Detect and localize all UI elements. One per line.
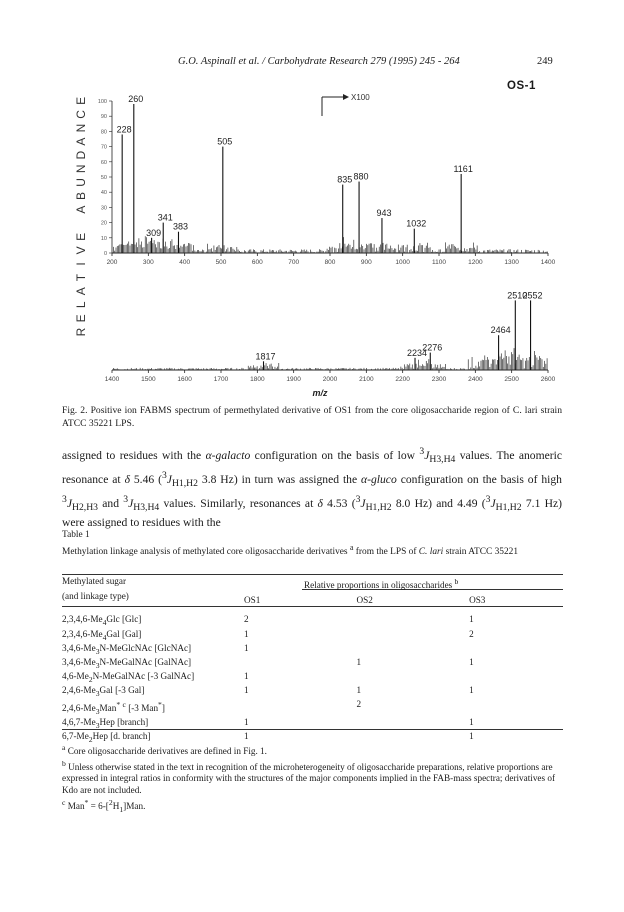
- os1-cell: 1: [244, 642, 249, 653]
- os1-cell: 1: [244, 628, 249, 639]
- table-caption: Methylation linkage analysis of methylated core oligosaccharide derivatives $^a$ from the LPS of C. lari strain ATCC 35221: [62, 542, 519, 557]
- x-tick-label: 1900: [286, 376, 301, 383]
- x-tick-label: 1800: [250, 376, 265, 383]
- peak-label-2510: 2510: [507, 290, 528, 301]
- page-number: 249: [537, 56, 553, 67]
- caption-text: Positive ion FABMS spectrum of permethylated derivative of OS1 from the core oligosaccharide region of C. lari strain ATCC 35221 LPS.: [62, 405, 562, 429]
- x-tick-label: 300: [142, 259, 154, 266]
- y-tick-label: 90: [100, 114, 107, 121]
- y-axis-label-letter: U: [74, 178, 88, 187]
- sugar-column-header: Methylated sugar: [62, 576, 127, 586]
- x-tick-label: 800: [324, 259, 336, 266]
- os2-cell: [352, 671, 465, 685]
- y-tick-label: 80: [100, 129, 107, 136]
- peak-label-2234: 2234: [407, 347, 428, 358]
- y-tick-label: 40: [100, 190, 107, 197]
- x-tick-label: 1200: [468, 259, 483, 266]
- peak-label-943: 943: [376, 208, 392, 219]
- sugar-cell: $3,4,6-Me_3N$-MeGalNAc [GalNAc]: [62, 656, 192, 670]
- peak-label-2464: 2464: [490, 325, 511, 336]
- os3-cell: 1: [469, 730, 474, 741]
- table-row: [62, 671, 563, 685]
- table-footnotes: [62, 742, 562, 815]
- os3-cell: 1: [469, 684, 474, 695]
- x-tick-label: 1400: [104, 376, 120, 383]
- y-axis-label-letter: E: [74, 232, 88, 241]
- os1-cell: 1: [244, 716, 249, 727]
- os2-cell: [352, 717, 465, 731]
- spectrum-panel-lower: [105, 290, 556, 383]
- x-tick-label: 1400: [540, 259, 556, 266]
- x-tick-label: 1300: [504, 259, 519, 266]
- x-tick-label: 2000: [322, 376, 338, 383]
- os2-cell: 1: [356, 684, 362, 695]
- peak-label-2552: 2552: [522, 290, 543, 301]
- x-axis-title: m/z: [312, 388, 328, 398]
- x-tick-label: 2500: [504, 376, 519, 383]
- sugar-cell: $2,3,4,6-Me_4Glc$ [Glc]: [62, 614, 142, 628]
- x-tick-label: 900: [360, 259, 372, 266]
- linkage-column-header: (and linkage type): [62, 591, 129, 602]
- scale-label: X100: [351, 93, 370, 102]
- x-tick-label: 1700: [213, 376, 229, 383]
- os3-cell: 1: [469, 614, 474, 625]
- os3-cell: 1: [469, 716, 474, 727]
- x-tick-label: 500: [215, 259, 227, 266]
- y-axis-label-letter: T: [74, 273, 88, 282]
- y-axis-label-letter: R: [74, 327, 88, 337]
- table-row: [62, 657, 563, 671]
- journal-citation: G.O. Aspinall et al. / Carbohydrate Research 279 (1995) 245 - 264: [178, 56, 460, 67]
- x-tick-label: 2600: [540, 376, 556, 383]
- os1-cell: 1: [244, 684, 249, 695]
- methylation-table: [62, 576, 563, 745]
- y-tick-label: 100: [97, 99, 107, 105]
- os3-cell: 2: [469, 628, 474, 639]
- os3-cell: [464, 671, 563, 685]
- x-tick-label: 1000: [395, 259, 410, 266]
- table-top-rule: [62, 574, 563, 575]
- peak-label-228: 228: [116, 124, 132, 135]
- x-tick-label: 2100: [359, 376, 374, 383]
- peak-label-2276: 2276: [422, 342, 443, 353]
- peak-label-309: 309: [146, 227, 162, 238]
- spectrum-panel-upper: [98, 94, 556, 266]
- y-axis-label-letter: E: [74, 314, 88, 323]
- proportions-group-header: Relative proportions in oligosaccharides $^b$: [304, 577, 459, 591]
- os1-cell: 2: [244, 614, 249, 625]
- os3-cell: 1: [469, 656, 474, 667]
- y-axis-label-letter: D: [74, 150, 88, 160]
- y-tick-label: 50: [100, 175, 107, 181]
- table-header-row: [62, 576, 563, 591]
- table-row: [62, 685, 563, 699]
- y-tick-label: 30: [100, 205, 107, 212]
- os1-cell: 1: [244, 730, 249, 741]
- x-tick-label: 700: [288, 259, 300, 266]
- table-number: Table 1: [62, 530, 90, 540]
- os2-cell: [352, 614, 465, 628]
- table-row: [62, 614, 563, 628]
- y-axis-label-letter: I: [74, 262, 88, 266]
- os3-cell: [464, 643, 563, 657]
- peak-label-341: 341: [157, 212, 173, 223]
- y-tick-label: 0: [103, 251, 107, 257]
- peak-label-1161: 1161: [453, 163, 473, 174]
- figure-caption: [62, 405, 562, 430]
- footnote: $^b$ Unless otherwise stated in the text in recognition of the microheterogeneity of oligosaccharide preparations, relative proportions are expressed in integral ratios in conformity with the structures of the major components implied in the FAB-mass spectra; derivatives of Kdo are not included.: [62, 758, 556, 795]
- y-axis-label-letter: B: [74, 191, 88, 201]
- peak-label-1817: 1817: [255, 351, 276, 362]
- sugar-cell: $2,4,6-Me_3Man^*$ $^c$ [-3 Man*]: [62, 699, 165, 716]
- y-axis-label-letter: A: [74, 287, 88, 296]
- peak-label-383: 383: [172, 221, 189, 232]
- os1-cell: 1: [244, 670, 249, 681]
- sugar-cell: $4,6,7-Me_3Hep$ [branch]: [62, 716, 149, 730]
- figure-panel-label: OS-1: [507, 80, 536, 92]
- os2-cell: 2: [356, 698, 362, 709]
- os2-header: OS2: [356, 595, 373, 606]
- x-tick-label: 2400: [468, 376, 483, 383]
- os1-cell: [239, 657, 352, 671]
- os2-cell: [352, 629, 465, 643]
- os3-header: OS3: [469, 595, 486, 606]
- table-subheader-row: [62, 591, 563, 606]
- y-axis-label-letter: A: [74, 137, 88, 146]
- y-axis-label-letter: A: [74, 205, 88, 214]
- caption-label: Fig. 2.: [62, 405, 88, 416]
- os1-cell: [239, 699, 352, 717]
- x-tick-label: 2200: [395, 376, 410, 383]
- sugar-cell: $2,4,6-Me_3Gal$ [-3 Gal]: [62, 684, 145, 698]
- footnote: $^a$ Core oligosaccharide derivatives are defined in Fig. 1.: [62, 743, 267, 757]
- table-body: [62, 614, 563, 744]
- peak-label-505: 505: [217, 136, 233, 147]
- os2-cell: 1: [356, 656, 362, 667]
- x-tick-label: 1500: [141, 376, 156, 383]
- y-tick-label: 60: [100, 159, 107, 166]
- table-row: [62, 699, 563, 717]
- y-axis-label-letter: C: [74, 110, 88, 119]
- sugar-cell: $6,7-Me_2Hep$ [d. branch]: [62, 730, 151, 744]
- os1-header: OS1: [244, 595, 261, 606]
- y-axis-label-letter: N: [74, 164, 88, 174]
- y-axis-label-letter: E: [74, 96, 88, 105]
- x-tick-label: 600: [251, 259, 263, 266]
- os3-cell: [464, 699, 563, 717]
- y-axis-label-letter: L: [74, 301, 88, 309]
- y-tick-label: 10: [100, 235, 107, 242]
- sugar-cell: $4,6-Me_2N$-MeGalNAc [-3 GalNAc]: [62, 670, 195, 684]
- sugar-cell: $2,3,4,6-Me_4Gal$ [Gal]: [62, 628, 142, 642]
- peak-label-835: 835: [337, 174, 353, 185]
- x-tick-label: 200: [106, 259, 118, 266]
- table-row: [62, 643, 563, 657]
- y-axis-label-letter: V: [74, 246, 88, 255]
- scale-marker: [322, 93, 370, 116]
- baseline-noise: [113, 348, 547, 370]
- x-tick-label: 1600: [177, 376, 192, 383]
- sugar-cell: $3,4,6-Me_3N$-MeGlcNAc [GlcNAc]: [62, 642, 192, 656]
- os2-cell: [352, 643, 465, 657]
- y-tick-label: 20: [100, 220, 107, 227]
- peak-label-260: 260: [128, 94, 144, 105]
- footnote: $^c$ $Man^* = 6-[^2H_1]Man$.: [62, 797, 146, 814]
- peak-label-880: 880: [353, 171, 369, 182]
- table-row: [62, 717, 563, 731]
- x-tick-label: 1100: [432, 259, 446, 266]
- x-tick-label: 2300: [431, 376, 447, 383]
- table-title-block: [62, 529, 562, 558]
- y-axis-label-letter: N: [74, 123, 88, 133]
- body-paragraph: assigned to residues with the α-galacto configuration on the basis of low $^3J_{H3,H4}$ values. The anomeric resonance at δ 5.46 ($^3J_{H1,H2}$ 3.8 Hz) in turn was assigned the α-gluco configuration on the basis of high $^3J_{H2,H3}$ and $^3J_{H3,H4}$ values. Similarly, resonances at δ 4.53 ($^3J_{H1,H2}$ 8.0 Hz) and 4.49 ($^3J_{H1,H2}$ 7.1 Hz) were assigned to residues with the: [62, 446, 562, 530]
- peak-label-1032: 1032: [406, 218, 427, 229]
- y-tick-label: 70: [100, 144, 107, 151]
- x-tick-label: 400: [179, 259, 191, 266]
- table-row: [62, 629, 563, 643]
- mass-spectrum-figure: [0, 0, 624, 405]
